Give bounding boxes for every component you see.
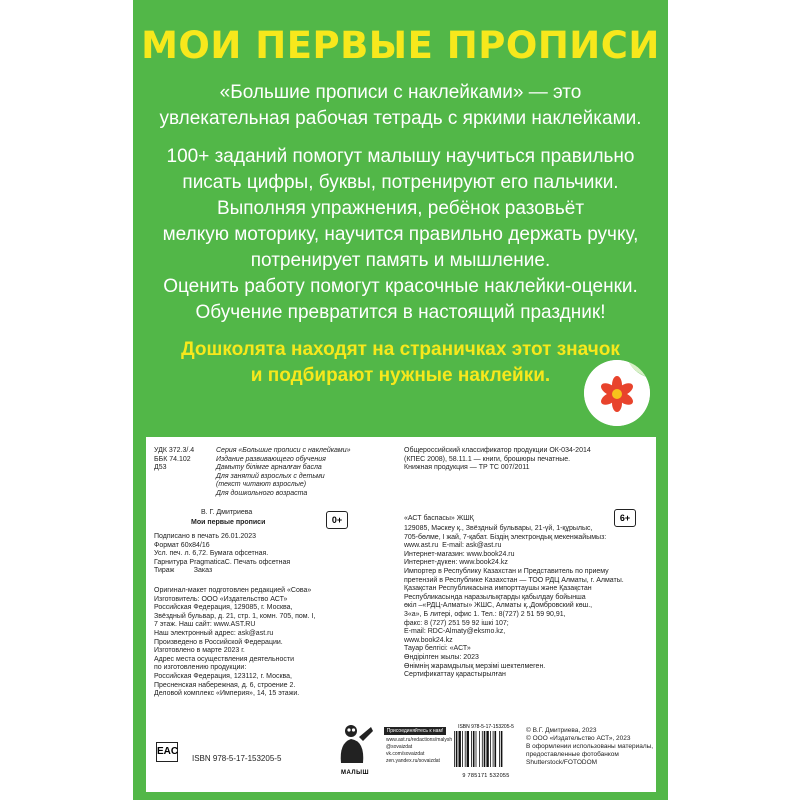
- text-line: Дошколята находят на страничках этот значок: [181, 339, 620, 360]
- age-rating-badge: 0+: [326, 511, 348, 529]
- imprint-panel: [146, 437, 656, 792]
- barcode-bar: [467, 731, 469, 767]
- isbn: ISBN 978-5-17-153205-5: [192, 754, 282, 763]
- barcode-bar: [490, 731, 491, 767]
- age-rating-badge-right: 6+: [614, 509, 636, 527]
- barcode-bar: [484, 731, 486, 767]
- barcode-bar: [471, 731, 472, 767]
- author: В. Г. Дмитриева: [201, 509, 253, 516]
- description-paragraph-3: [133, 274, 668, 326]
- text-line: мелкую моторику, научится правильно держать ручку,: [162, 224, 639, 245]
- barcode-bar: [486, 731, 488, 767]
- barcode-bar: [476, 731, 477, 767]
- barcode-bar: [482, 731, 483, 767]
- barcode-bar: [499, 731, 500, 767]
- text-line: Обучение превратится в настоящий праздник!: [195, 302, 606, 323]
- barcode-bar: [473, 731, 475, 767]
- publisher-info: Оригинал-макет подготовлен редакцией «Сова» Изготовитель: ООО «Издательство АСТ» Российская Федерация, 129085, г. Москва, Звёздный бульвар, д. 21, стр. 1, комн. 705, пом. I, 7 этаж. Наш сайт: www.AST.RU Наш электронный адрес: ask@ast.ru Произведено в Российской Федерации. Изготовлено в марте 2023 г. Адрес места осуществления деятельности по изготовлению продукции: Российская Федерация, 123112, г. Москва, Пресненская набережная, д. 6, строение 2. Деловой комплекс «Империя», 14, 15 этажи.: [154, 587, 316, 698]
- barcode-bar: [479, 731, 480, 767]
- print-info: Подписано в печать 26.01.2023 Формат 60x84/16 Усл. печ. л. 6,72. Бумага офсетная. Гарнитура PragmaticaC. Печать офсетная Тираж Заказ: [154, 533, 291, 575]
- main-title: МОИ ПЕРВЫЕ ПРОПИСИ: [141, 24, 660, 67]
- barcode-bar: [493, 731, 494, 767]
- social-links: www.ast.ru/redactions/malysh @sovaizdat vk.com/sovaizdat zen.yandex.ru/sovaizdat: [386, 737, 453, 764]
- copyright: © В.Г. Дмитриева, 2023 © ООО «Издательство АСТ», 2023 В оформлении использованы материалы, предоставленные фотобанком Shutterstock/FOTODOM: [526, 727, 654, 766]
- eac-mark-icon: EAC: [156, 742, 178, 762]
- text-line: увлекательная рабочая тетрадь с яркими наклейками.: [159, 108, 642, 129]
- barcode-bar: [456, 731, 458, 767]
- flower-sticker-icon: [584, 360, 650, 426]
- barcode-bar: [459, 731, 461, 767]
- social-header: Присоединяйтесь к нам!: [384, 727, 446, 735]
- barcode-bar: [465, 731, 466, 767]
- text-line: писать цифры, буквы, потренируют его пальчики.: [182, 172, 619, 193]
- description-paragraph-2: [133, 144, 668, 274]
- kz-info: 129085, Мәскеу қ., Звёздный бульвары, 21-үй, 1-құрылыс, 705-бөлме, I жай, 7-қабат. Біздің электрондық мекенжайымыз: www.ast.ru E-mail: ask@ast.ru Интернет-магазин: www.book24.ru Интернет-дүкен: www.book24.kz Импортер в Республику Казахстан и Представитель по приему претензий в Республике Казахстан — ТОО РДЦ Алматы, г. Алматы. Қазақстан Республикасына импорттаушы және Қазақстан Республикасында наразылықтарды қабылдау бойынша өкіл –«РДЦ-Алматы» ЖШС, Алматы қ.,Домбровский көш., 3«а», Б литері, офис 1. Тел.: 8(727) 2 51 59 90,91, факс: 8 (727) 251 59 92 ішкі 107; E-mail: RDC-Almaty@eksmo.kz, www.book24.kz Тауар белгісі: «АСТ» Өндірілген жылы: 2023 Өнімнің жарамдылық мерзімі шектелмеген. Сертификаттау қарастырылған: [404, 525, 624, 679]
- text-line: и подбирают нужные наклейки.: [250, 365, 551, 386]
- text-line: 100+ заданий помогут малышу научиться правильно: [166, 146, 635, 167]
- description-paragraph-1: [133, 80, 668, 132]
- kz-publisher: «АСТ баспасы» ЖШҚ: [404, 515, 474, 522]
- barcode: ISBN 978-5-17-153205-5 9 785171 532055: [451, 724, 521, 778]
- series-info: Серия «Большие прописи с наклейками» Издание развивающего обучения Дамыту білімге арналған басла Для занятий взрослых с детьми (текст читают взрослые) Для дошкольного возраста: [216, 447, 351, 497]
- product-classifier: Общероссийский классификатор продукции ОК-034-2014 (КПЕС 2008), 58.11.1 — книги, брошюры печатные. Книжная продукция — ТР ТС 007/2011: [404, 447, 591, 472]
- text-line: потренирует память и мышление.: [250, 250, 551, 271]
- barcode-bar: [495, 731, 497, 767]
- publisher-logo-icon: МАЛЫШ: [331, 719, 379, 777]
- udc-codes: УДК 372.3/.4 ББК 74.102 Д53: [154, 447, 195, 472]
- barcode-bar: [462, 731, 463, 767]
- book-title: Мои первые прописи: [191, 519, 266, 526]
- barcode-bar: [501, 731, 503, 767]
- back-cover: [133, 0, 668, 800]
- text-line: Оценить работу помогут красочные наклейки-оценки.: [163, 276, 638, 297]
- barcode-bar: [454, 731, 455, 767]
- text-line: Выполняя упражнения, ребёнок разовьёт: [216, 198, 585, 219]
- text-line: «Большие прописи с наклейками» — это: [219, 82, 582, 103]
